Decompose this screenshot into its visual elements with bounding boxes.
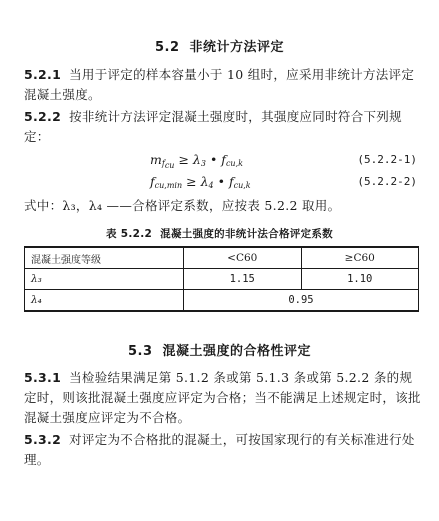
table-cell: 1.15	[184, 269, 302, 290]
table-title: 混凝土强度的非统计法合格评定系数	[160, 228, 333, 240]
table-row	[25, 290, 419, 312]
section-number: 5.2	[154, 40, 180, 55]
clause-text: 当用于评定的样本容量小于 10 组时，应采用非统计方法评定混凝土强度。	[24, 67, 415, 102]
section-heading-5-2	[0, 36, 439, 55]
where-clause: 式中：λ₃，λ₄ ——合格评定系数，应按表 5.2.2 取用。	[24, 198, 341, 213]
clause-text: 对评定为不合格批的混凝土，可按国家现行的有关标准进行处理。	[24, 432, 415, 467]
formula-expression: $m_{f_{cu}} \ge \lambda_3$ • $f_{cu,k}$	[150, 152, 243, 170]
clause-text: 按非统计方法评定混凝土强度时，其强度应同时符合下列规定：	[24, 109, 402, 144]
coefficient-table	[24, 246, 419, 312]
table-header-row	[25, 247, 419, 269]
table-cell-merged: 0.95	[184, 290, 419, 312]
section-title: 非统计方法评定	[189, 40, 285, 55]
header-col-c60-above: ≥C60	[301, 247, 419, 269]
clause-number: 5.3.1	[24, 370, 62, 385]
table-caption	[0, 226, 439, 241]
formula-5-2-2-2	[0, 172, 439, 192]
row-label: λ₃	[25, 269, 184, 290]
header-label: 混凝土强度等级	[25, 247, 184, 269]
clause-number: 5.2.2	[24, 109, 62, 124]
clause-5-3-2	[24, 430, 422, 470]
clause-number: 5.2.1	[24, 67, 62, 82]
clause-5-2-2	[24, 107, 422, 147]
table-cell: 1.10	[301, 269, 419, 290]
row-label: λ₄	[25, 290, 184, 312]
clause-text: 当检验结果满足第 5.1.2 条或第 5.1.3 条或第 5.2.2 条的规定时，则该批混凝土强度应评定为合格；当不能满足上述规定时，该批混凝土强度应评定为不合格。	[24, 370, 421, 425]
clause-number: 5.3.2	[24, 432, 62, 447]
formula-expression: $f_{cu,min} \ge \lambda_4$ • $f_{cu,k}$	[150, 174, 251, 190]
clause-5-2-1	[24, 65, 422, 105]
section-number: 5.3	[127, 344, 153, 359]
formula-number: (5.2.2-2)	[357, 175, 417, 188]
clause-5-3-1	[24, 368, 422, 428]
header-col-below-c60: <C60	[184, 247, 302, 269]
section-heading-5-3	[0, 340, 439, 359]
section-title: 混凝土强度的合格性评定	[162, 344, 312, 359]
table-row	[25, 269, 419, 290]
formula-number: (5.2.2-1)	[357, 153, 417, 166]
formula-5-2-2-1	[0, 150, 439, 170]
table-number: 表 5.2.2	[106, 228, 153, 240]
